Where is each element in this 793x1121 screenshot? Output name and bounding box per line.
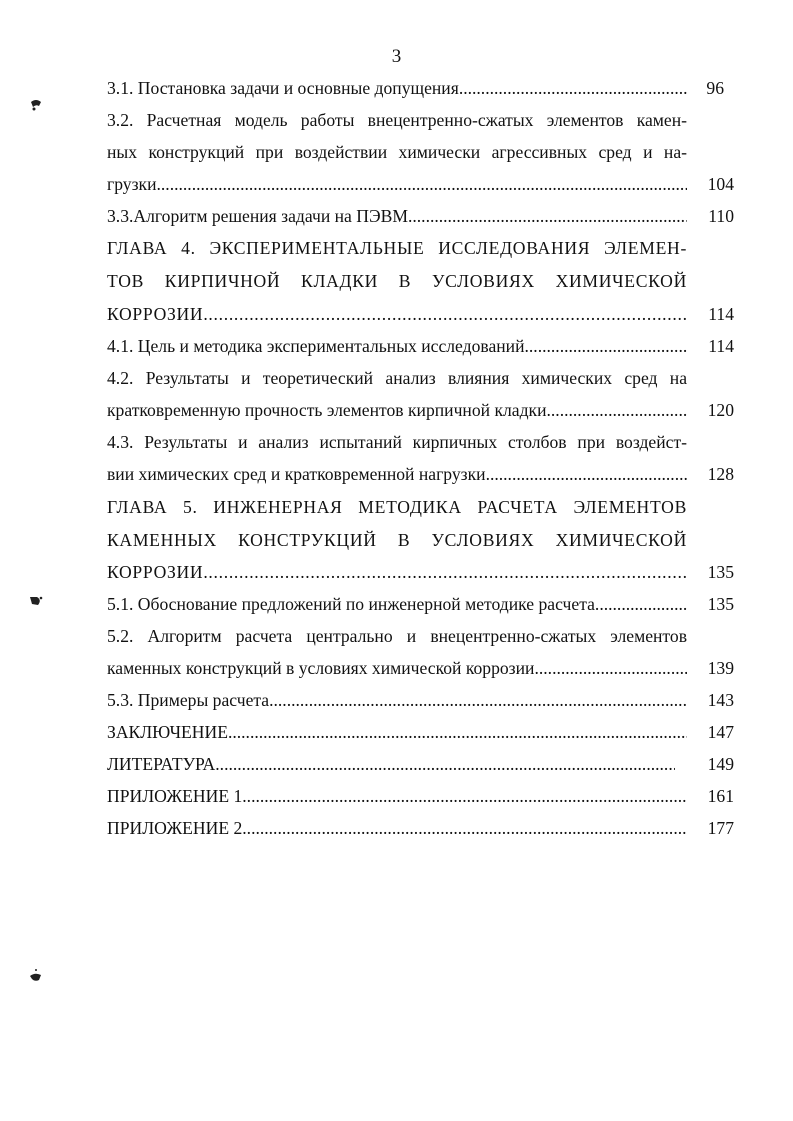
toc-page-number: 110 <box>708 206 734 226</box>
toc-entry-title: 3.3.Алгоритм решения задачи на ПЭВМ <box>107 206 408 226</box>
toc-entry-title: 5.3. Примеры расчета <box>107 690 270 710</box>
toc-entry-title: КОРРОЗИИ <box>107 304 204 324</box>
toc-page-number: 177 <box>707 818 734 838</box>
toc-entry-title: 3.1. Постановка задачи и основные допущения <box>107 78 459 98</box>
toc-leader-dots <box>215 754 675 774</box>
toc-entry-title: КОРРОЗИИ <box>107 562 204 582</box>
toc-page-number: 149 <box>707 754 734 774</box>
toc-entry-title: 4.1. Цель и методика экспериментальных исследований <box>107 336 525 356</box>
toc-chapter-4-line1: ГЛАВА 4. ЭКСПЕРИМЕНТАЛЬНЫЕ ИССЛЕДОВАНИЯ ЭЛЕМЕН- <box>107 238 687 258</box>
toc-chapter-5-line3 <box>107 562 687 582</box>
toc-entry-5-2-line2 <box>107 658 687 678</box>
toc-entry-5-1 <box>107 594 687 614</box>
toc-entry-4-3-line2 <box>107 464 687 484</box>
toc-leader-dots <box>486 464 687 484</box>
page-number: 3 <box>391 46 402 67</box>
toc-entry-appendix-1 <box>107 786 687 806</box>
toc-page-number: 147 <box>707 722 734 742</box>
toc-entry-title: 5.1. Обоснование предложений по инженерной методике расчета <box>107 594 595 614</box>
toc-leader-dots <box>269 690 687 710</box>
toc-page-number: 135 <box>707 594 734 614</box>
toc-entry-title: ПРИЛОЖЕНИЕ 2 <box>107 818 243 838</box>
toc-leader-dots <box>242 818 687 838</box>
toc-page-number: 139 <box>707 658 734 678</box>
toc-entry-3-2-line2: ных конструкций при воздействии химически агрессивных сред и на- <box>107 142 687 162</box>
toc-leader-dots <box>203 562 687 582</box>
toc-entry-title: ПРИЛОЖЕНИЕ 1 <box>107 786 243 806</box>
toc-entry-3-2-line1: 3.2. Расчетная модель работы внецентренно-сжатых элементов камен- <box>107 110 687 130</box>
toc-entry-literature <box>107 754 675 774</box>
toc-chapter-4-line2: ТОВ КИРПИЧНОЙ КЛАДКИ В УСЛОВИЯХ ХИМИЧЕСКОЙ <box>107 271 687 291</box>
toc-leader-dots <box>547 400 688 420</box>
toc-page-number: 114 <box>708 336 734 356</box>
toc-entry-conclusion <box>107 722 687 742</box>
toc-entry-3-3 <box>107 206 687 226</box>
toc-leader-dots <box>203 304 687 324</box>
toc-entry-4-3-line1: 4.3. Результаты и анализ испытаний кирпичных столбов при воздейст- <box>107 432 687 452</box>
toc-leader-dots <box>408 206 687 226</box>
toc-entry-appendix-2 <box>107 818 687 838</box>
toc-entry-title: кратковременную прочность элементов кирпичной кладки <box>107 400 547 420</box>
toc-chapter-5-line1: ГЛАВА 5. ИНЖЕНЕРНАЯ МЕТОДИКА РАСЧЕТА ЭЛЕМЕНТОВ <box>107 497 687 517</box>
toc-page-number: 128 <box>707 464 734 484</box>
toc-entry-3-2-line3 <box>107 174 687 194</box>
toc-leader-dots <box>595 594 687 614</box>
toc-leader-dots <box>459 78 687 98</box>
toc-entry-5-2-line1: 5.2. Алгоритм расчета центрально и внецентренно-сжатых элементов <box>107 626 687 646</box>
toc-leader-dots <box>242 786 687 806</box>
toc-entry-title: вии химических сред и кратковременной нагрузки <box>107 464 486 484</box>
toc-leader-dots <box>157 174 688 194</box>
scan-mark-icon <box>28 98 44 116</box>
toc-entry-4-2-line1: 4.2. Результаты и теоретический анализ влияния химических сред на <box>107 368 687 388</box>
scan-mark-icon <box>28 968 44 988</box>
toc-entry-4-2-line2 <box>107 400 687 420</box>
toc-leader-dots <box>525 336 688 356</box>
toc-entry-title: каменных конструкций в условиях химической коррозии <box>107 658 535 678</box>
toc-entry-title: грузки <box>107 174 157 194</box>
toc-page-number: 114 <box>708 304 734 324</box>
toc-page-number: 135 <box>707 562 734 582</box>
toc-chapter-5-line2: КАМЕННЫХ КОНСТРУКЦИЙ В УСЛОВИЯХ ХИМИЧЕСКОЙ <box>107 530 687 550</box>
toc-page-number: 143 <box>707 690 734 710</box>
toc-entry-4-1 <box>107 336 687 356</box>
toc-leader-dots <box>228 722 687 742</box>
toc-leader-dots <box>534 658 687 678</box>
toc-chapter-4-line3 <box>107 304 687 324</box>
toc-entry-5-3 <box>107 690 687 710</box>
toc-page-number: 161 <box>707 786 734 806</box>
toc-entry-title: ЗАКЛЮЧЕНИЕ <box>107 722 228 742</box>
toc-entry-3-1 <box>107 78 687 98</box>
toc-page-number: 96 <box>706 78 724 98</box>
toc-entry-title: ЛИТЕРАТУРА <box>107 754 216 774</box>
scan-mark-icon <box>28 594 44 612</box>
toc-page-number: 120 <box>707 400 734 420</box>
toc-page-number: 104 <box>707 174 734 194</box>
